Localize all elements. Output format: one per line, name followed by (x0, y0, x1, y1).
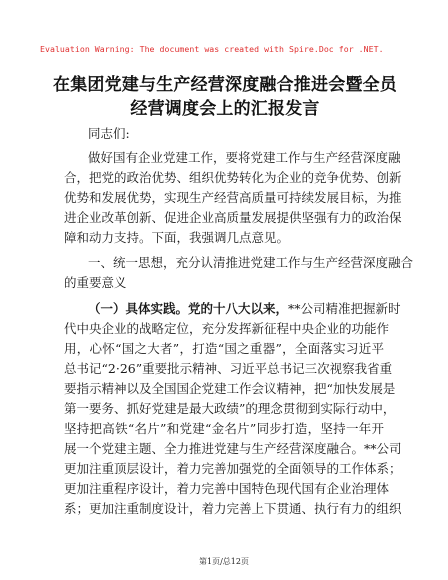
paragraph-first-line (88, 300, 401, 318)
paragraph-line: 优势和发展优势，实现生产经营高质量可持续发展目标，为推 (64, 190, 402, 205)
paragraph-line: 更加注重程序设计，着力完善中国特色现代国有企业治理体 (64, 481, 390, 496)
lead-rest-text: **公司精准把握新时 (288, 301, 401, 316)
salutation: 同志们: (88, 126, 130, 141)
paragraph-line: 合，把党的政治优势、组织优势转化为企业的竞争优势、创新 (64, 170, 402, 185)
section-heading-line: 的重要意义 (64, 275, 127, 290)
paragraph-line: 进企业改革创新、促进企业高质量发展提供坚强有力的政治保 (64, 210, 402, 225)
paragraph-line: 要指示精神以及全国国企党建工作会议精神，把“加快发展是 (64, 381, 396, 396)
paragraph-line: 用，心怀“国之大者”，打造“国之重器”，全面落实习近平 (64, 341, 384, 356)
evaluation-warning: Evaluation Warning: The document was created with Spire.Doc for .NET. (40, 44, 384, 54)
section-heading-line: 一、统一思想，充分认清推进党建工作与生产经营深度融合 (88, 255, 414, 270)
paragraph-line: 总书记“2·26”重要批示精神、习近平总书记三次视察我省重 (64, 361, 393, 376)
paragraph-line: 展一个党建主题、全力推进党建与生产经营深度融合。**公司 (64, 441, 402, 456)
page-number-footer: 第1页/总12页 (199, 557, 249, 566)
paragraph-line: 做好国有企业党建工作，要将党建工作与生产经营深度融 (88, 150, 401, 165)
paragraph-line: 系；更加注重制度设计，着力完善上下贯通、执行有力的组织 (64, 501, 402, 516)
document-title-line-1: 在集团党建与生产经营深度融合推进会暨全员 (53, 75, 397, 95)
bold-lead-text: （一）具体实践。党的十八大以来， (88, 301, 289, 316)
paragraph-line: 第一要务、抓好党建是最大政绩”的理念贯彻到实际行动中， (64, 401, 396, 416)
paragraph-line: 障和动力支持。下面，我强调几点意见。 (64, 230, 290, 245)
document-title-line-2: 经营调度会上的汇报发言 (130, 99, 320, 119)
paragraph-line: 更加注重顶层设计，着力完善加强党的全面领导的工作体系； (64, 461, 402, 476)
paragraph-line: 代中央企业的战略定位，充分发挥新征程中央企业的功能作 (64, 321, 390, 336)
paragraph-line: 坚持把高铁“名片”和党建“金名片”同步打造，坚持一年开 (64, 421, 384, 436)
